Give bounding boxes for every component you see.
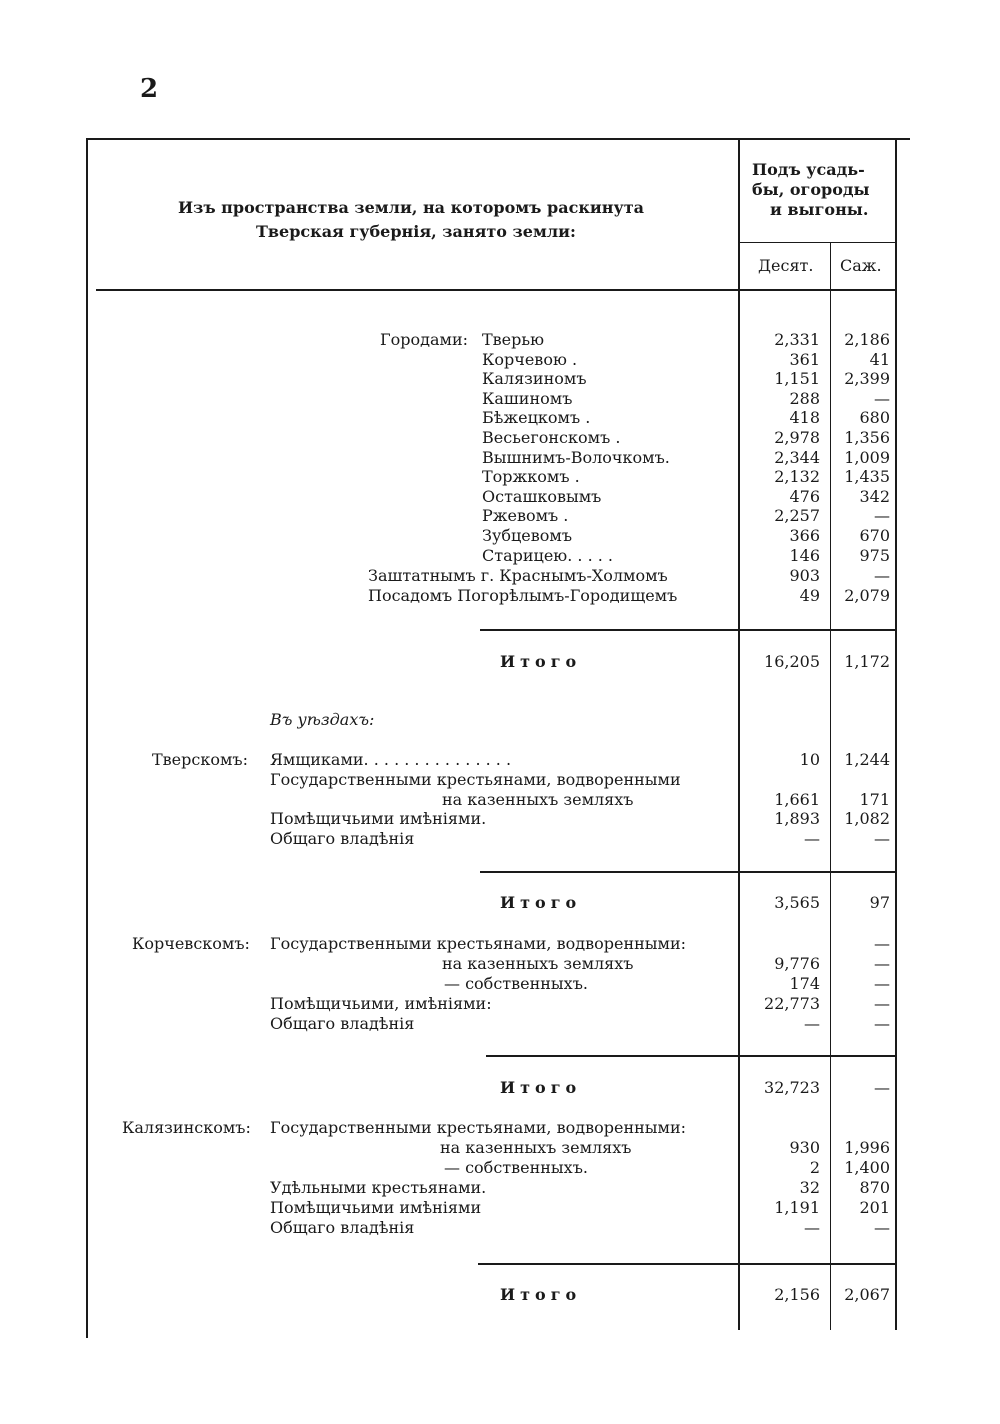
city-label: Бѣжецкомъ . xyxy=(482,408,591,427)
city-desyat: 366 xyxy=(789,526,820,545)
city-desyat: 1,151 xyxy=(774,369,820,388)
city-desyat: 361 xyxy=(789,350,820,369)
city-sazh: — xyxy=(874,506,890,525)
kalyazin-total-label: Итого xyxy=(500,1285,582,1304)
city-label-krasny-kholm: Заштатнымъ г. Краснымъ-Холмомъ xyxy=(368,566,668,585)
korcheva-row4-label: Помѣщичьими, имѣніями: xyxy=(270,994,492,1013)
cities-total-rule xyxy=(480,629,896,631)
city-desyat: 476 xyxy=(789,487,820,506)
column-divider-sazh xyxy=(830,242,831,1330)
city-sazh-pogorely: 2,079 xyxy=(844,586,890,605)
city-label: Старицею. . . . . xyxy=(482,546,613,565)
city-sazh: 1,009 xyxy=(844,448,890,467)
korcheva-total-sazh: — xyxy=(874,1078,890,1097)
tver-row2a-label: Государственными крестьянами, водворенными xyxy=(270,770,681,789)
table-right-rule xyxy=(895,138,897,1330)
tver-row3-sazh: 1,082 xyxy=(844,809,890,828)
tver-row3-label: Помѣщичьими имѣніями. xyxy=(270,809,487,828)
tver-row2b-sazh: 171 xyxy=(859,790,890,809)
korcheva-total-desyat: 32,723 xyxy=(764,1078,820,1097)
cities-lead: Городами: xyxy=(380,330,468,349)
city-desyat: 146 xyxy=(789,546,820,565)
kalyazin-total-rule xyxy=(478,1263,896,1265)
uezdy-title: Въ уѣздахъ: xyxy=(270,710,375,729)
cities-total-desyat: 16,205 xyxy=(764,652,820,671)
korcheva-row5-desyat: — xyxy=(804,1014,820,1033)
header-column-title-1: Подъ усадь- xyxy=(752,160,865,179)
cities-total-label: Итого xyxy=(500,652,582,671)
city-label: Торжкомъ . xyxy=(482,467,580,486)
tver-row1-label: Ямщиками. . . . . . . . . . . . . . . xyxy=(270,750,512,769)
city-desyat: 288 xyxy=(789,389,820,408)
korcheva-row2-sazh: — xyxy=(874,954,890,973)
kalyazin-row6-sazh: — xyxy=(874,1218,890,1237)
tver-row2b-desyat: 1,661 xyxy=(774,790,820,809)
header-bottom-rule xyxy=(96,289,896,291)
tver-total-rule xyxy=(480,871,896,873)
korcheva-row5-sazh: — xyxy=(874,1014,890,1033)
city-label: Зубцевомъ xyxy=(482,526,573,545)
tver-row1-sazh: 1,244 xyxy=(844,750,890,769)
city-label: Корчевою . xyxy=(482,350,578,369)
korcheva-total-rule xyxy=(486,1055,896,1057)
kalyazin-total-sazh: 2,067 xyxy=(844,1285,890,1304)
kalyazin-row6-desyat: — xyxy=(804,1218,820,1237)
korcheva-row5-label: Общаго владѣнія xyxy=(270,1014,415,1033)
kalyazin-row4-label: Удѣльными крестьянами. xyxy=(270,1178,487,1197)
page-number: 2 xyxy=(140,74,159,104)
tver-row1-desyat: 10 xyxy=(799,750,820,769)
city-desyat: 2,978 xyxy=(774,428,820,447)
cities-total-sazh: 1,172 xyxy=(844,652,890,671)
kalyazin-row3-label: — собственныхъ. xyxy=(444,1158,588,1177)
tver-row4-desyat: — xyxy=(804,829,820,848)
city-desyat-krasny-kholm: 903 xyxy=(789,566,820,585)
tver-total-sazh: 97 xyxy=(869,893,890,912)
city-label-pogorely: Посадомъ Погорѣлымъ-Городищемъ xyxy=(368,586,678,605)
korcheva-row1-label: Государственными крестьянами, водворенными: xyxy=(270,934,686,953)
city-sazh-krasny-kholm: — xyxy=(874,566,890,585)
tver-row2b-label: на казенныхъ земляхъ xyxy=(442,790,634,809)
city-label: Вышнимъ-Волочкомъ. xyxy=(482,448,670,467)
kalyazin-row5-sazh: 201 xyxy=(859,1198,890,1217)
kalyazin-lead: Калязинскомъ: xyxy=(122,1118,251,1137)
city-sazh: 975 xyxy=(859,546,890,565)
tver-row4-label: Общаго владѣнія xyxy=(270,829,415,848)
kalyazin-row2-label: на казенныхъ земляхъ xyxy=(440,1138,632,1157)
korcheva-lead: Корчевскомъ: xyxy=(132,934,250,953)
city-label: Осташковымъ xyxy=(482,487,602,506)
city-sazh: 670 xyxy=(859,526,890,545)
city-desyat: 2,331 xyxy=(774,330,820,349)
header-subrule xyxy=(738,242,896,243)
city-label: Калязиномъ xyxy=(482,369,587,388)
kalyazin-total-desyat: 2,156 xyxy=(774,1285,820,1304)
korcheva-row4-sazh: — xyxy=(874,994,890,1013)
kalyazin-row2-desyat: 930 xyxy=(789,1138,820,1157)
kalyazin-row5-label: Помѣщичьими имѣніями xyxy=(270,1198,482,1217)
kalyazin-row4-sazh: 870 xyxy=(859,1178,890,1197)
korcheva-row3-desyat: 174 xyxy=(789,974,820,993)
city-label: Ржевомъ . xyxy=(482,506,569,525)
tver-total-desyat: 3,565 xyxy=(774,893,820,912)
unit-sazh: Саж. xyxy=(840,256,882,275)
city-desyat: 2,257 xyxy=(774,506,820,525)
city-desyat-pogorely: 49 xyxy=(799,586,820,605)
city-label: Весьегонскомъ . xyxy=(482,428,621,447)
table-left-rule xyxy=(86,138,88,1338)
kalyazin-row4-desyat: 32 xyxy=(799,1178,820,1197)
korcheva-total-label: Итого xyxy=(500,1078,582,1097)
korcheva-row2-label: на казенныхъ земляхъ xyxy=(442,954,634,973)
korcheva-row3-sazh: — xyxy=(874,974,890,993)
kalyazin-row5-desyat: 1,191 xyxy=(774,1198,820,1217)
city-sazh: 1,356 xyxy=(844,428,890,447)
korcheva-row4-desyat: 22,773 xyxy=(764,994,820,1013)
kalyazin-row1-label: Государственными крестьянами, водворенными: xyxy=(270,1118,686,1137)
unit-desyat: Десят. xyxy=(758,256,814,275)
header-column-title-2: бы, огороды xyxy=(752,180,870,199)
city-sazh: 680 xyxy=(859,408,890,427)
city-desyat: 2,344 xyxy=(774,448,820,467)
kalyazin-row3-sazh: 1,400 xyxy=(844,1158,890,1177)
city-label: Кашиномъ xyxy=(482,389,573,408)
city-label: Тверью xyxy=(482,330,545,349)
kalyazin-row6-label: Общаго владѣнія xyxy=(270,1218,415,1237)
tver-total-label: Итого xyxy=(500,893,582,912)
tver-lead: Тверскомъ: xyxy=(152,750,248,769)
korcheva-row1-sazh: — xyxy=(874,934,890,953)
kalyazin-row3-desyat: 2 xyxy=(809,1158,820,1177)
header-intro-line2: Тверская губернія, занято земли: xyxy=(256,222,576,241)
city-desyat: 418 xyxy=(789,408,820,427)
header-intro-line1: Изъ пространства земли, на которомъ раскинута xyxy=(178,198,644,217)
city-sazh: 2,399 xyxy=(844,369,890,388)
tver-row3-desyat: 1,893 xyxy=(774,809,820,828)
city-sazh: 2,186 xyxy=(844,330,890,349)
kalyazin-row2-sazh: 1,996 xyxy=(844,1138,890,1157)
header-column-title-3: и выгоны. xyxy=(770,200,869,219)
korcheva-row3-label: — собственныхъ. xyxy=(444,974,588,993)
city-sazh: 41 xyxy=(869,350,890,369)
table-top-rule xyxy=(86,138,910,140)
korcheva-row2-desyat: 9,776 xyxy=(774,954,820,973)
city-sazh: — xyxy=(874,389,890,408)
city-sazh: 1,435 xyxy=(844,467,890,486)
tver-row4-sazh: — xyxy=(874,829,890,848)
city-sazh: 342 xyxy=(859,487,890,506)
city-desyat: 2,132 xyxy=(774,467,820,486)
